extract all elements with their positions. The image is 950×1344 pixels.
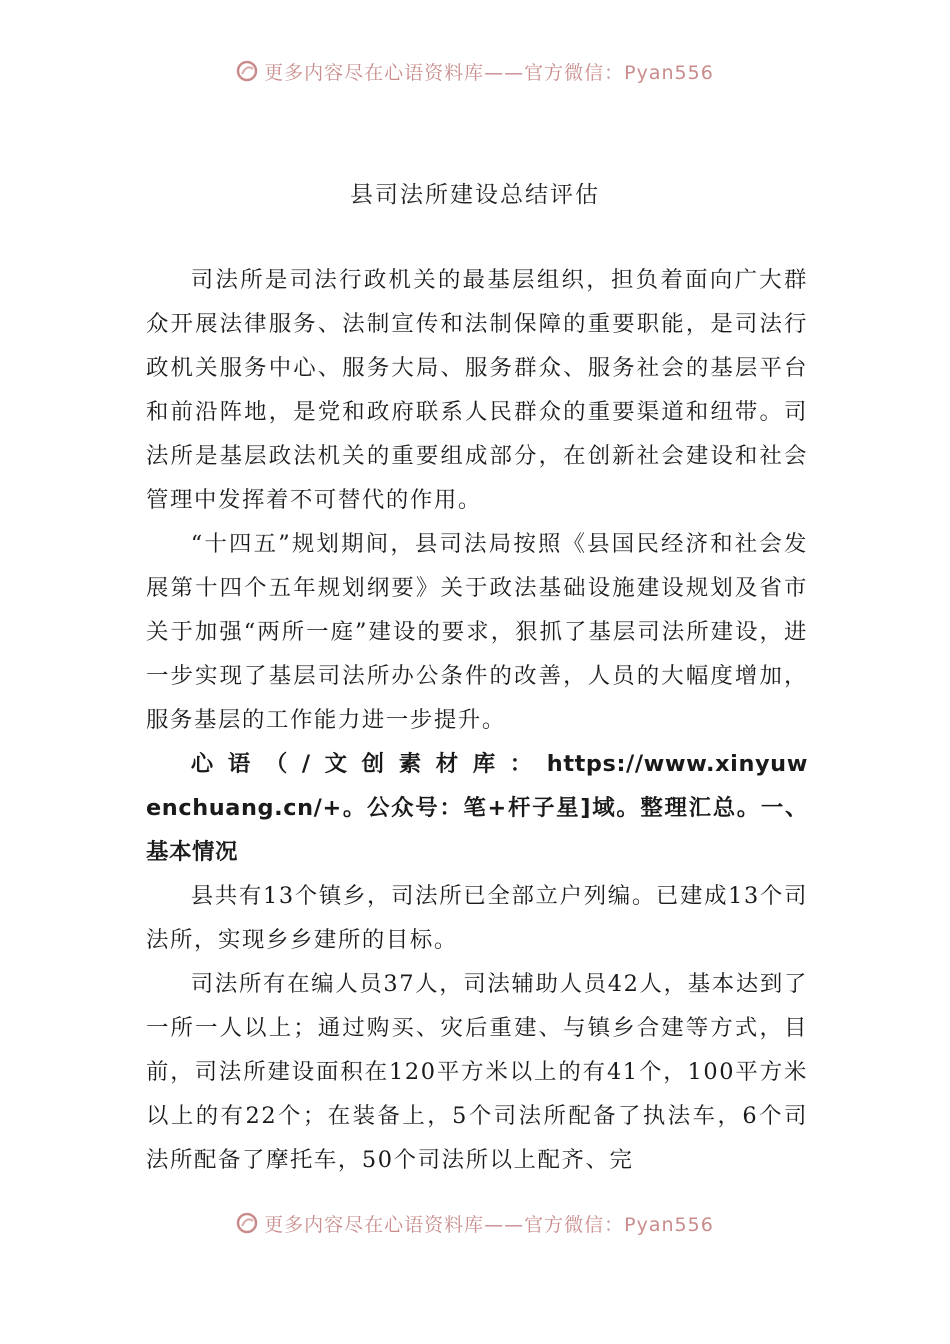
paragraph: “十四五”规划期间，县司法局按照《县国民经济和社会发展第十四个五年规划纲要》关于政法基础设施建设规划及省市关于加强“两所一庭”建设的要求，狠抓了基层司法所建设，进一步实现了基层司法所办公条件的改善，人员的大幅度增加，服务基层的工作能力进一步提升。 (146, 531, 808, 733)
watermark-footer (0, 1208, 950, 1238)
document-body (146, 258, 808, 1182)
watermark-text: 更多内容尽在心语资料库——官方微信：Pyan556 (264, 61, 714, 84)
paragraph: 县共有13个镇乡，司法所已全部立户列编。已建成13个司法所，实现乡乡建所的目标。 (146, 883, 808, 953)
paragraph: 司法所有在编人员37人，司法辅助人员42人，基本达到了一所一人以上；通过购买、灾后重建、与镇乡合建等方式，目前，司法所建设面积在120平方米以上的有41个，100平方米以上的有22个；在装备上，5个司法所配备了执法车，6个司法所配备了摩托车，50个司法所以上配齐、完 (146, 971, 808, 1173)
promo-text: https://www.xinyuwenchuang.cn/+。公众号：笔+杆子星]域。整理汇总。一、基本情况 (146, 751, 808, 865)
promo-paragraph (146, 742, 808, 874)
logo-icon (236, 1212, 258, 1234)
document-title: 县司法所建设总结评估 (350, 182, 600, 208)
promo-prefix: 心语（/文创素材库： (190, 751, 547, 777)
paragraph: 司法所是司法行政机关的最基层组织，担负着面向广大群众开展法律服务、法制宣传和法制保障的重要职能，是司法行政机关服务中心、服务大局、服务群众、服务社会的基层平台和前沿阵地，是党和政府联系人民群众的重要渠道和纽带。司法所是基层政法机关的重要组成部分，在创新社会建设和社会管理中发挥着不可替代的作用。 (146, 267, 808, 513)
watermark-text: 更多内容尽在心语资料库——官方微信：Pyan556 (264, 1213, 714, 1236)
logo-icon (236, 60, 258, 82)
watermark-header (0, 56, 950, 86)
